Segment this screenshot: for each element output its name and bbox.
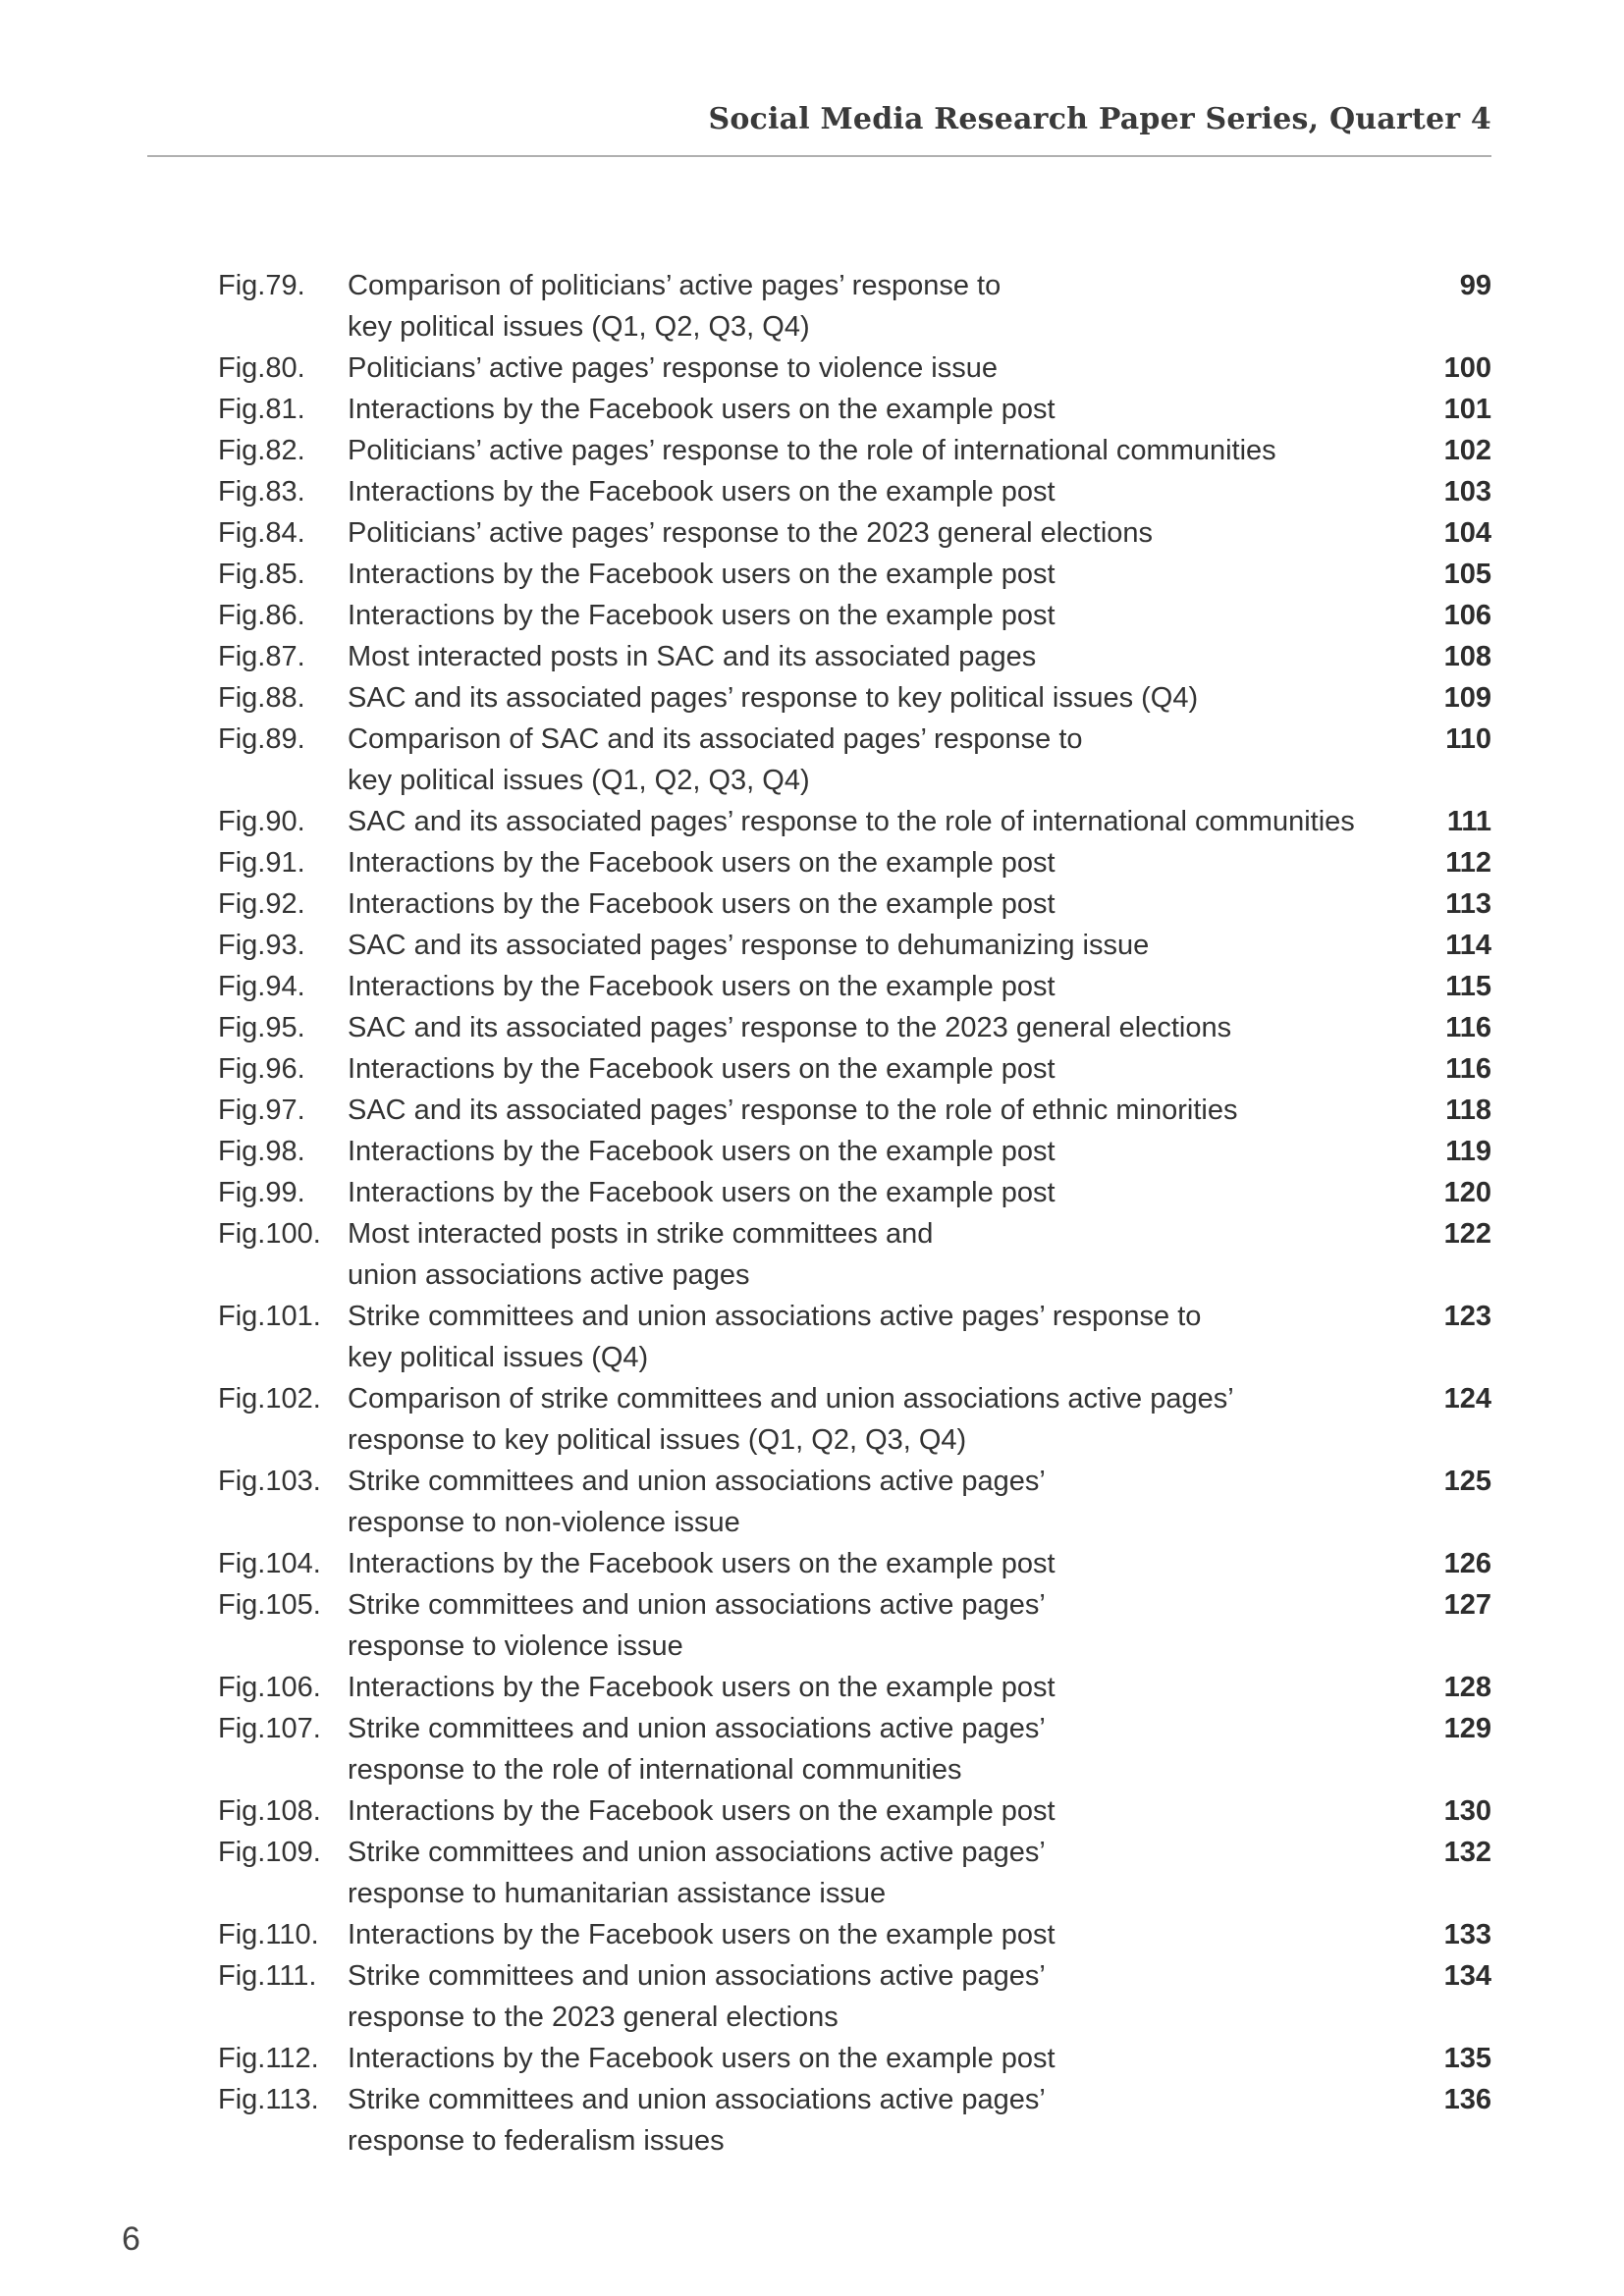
- toc-entry[interactable]: [218, 1172, 1491, 1213]
- figure-number: Fig.85.: [218, 559, 305, 590]
- figure-page-number: 129: [1443, 1713, 1491, 1744]
- figure-title-line: Interactions by the Facebook users on the example post: [348, 888, 1056, 920]
- figure-page-number: 119: [1445, 1136, 1491, 1167]
- figure-title-line: response to humanitarian assistance issue: [348, 1878, 887, 1909]
- figure-page-number: 103: [1443, 476, 1491, 507]
- figure-number: Fig.106.: [218, 1672, 321, 1703]
- figure-title: [348, 1584, 1383, 1667]
- toc-entry[interactable]: [218, 1378, 1491, 1461]
- toc-entry[interactable]: [218, 1296, 1491, 1378]
- toc-entry[interactable]: [218, 1708, 1491, 1790]
- figure-page-number: 118: [1445, 1095, 1491, 1126]
- figure-title-line: key political issues (Q1, Q2, Q3, Q4): [348, 765, 810, 796]
- figure-title: [348, 1296, 1383, 1378]
- figure-number: Fig.102.: [218, 1383, 321, 1415]
- figure-title-line: response to non-violence issue: [348, 1507, 740, 1538]
- figure-title: [348, 347, 1383, 389]
- figure-title-line: Comparison of strike committees and union associations active pages’: [348, 1383, 1234, 1415]
- toc-entry[interactable]: [218, 512, 1491, 554]
- figure-title: [348, 1708, 1383, 1790]
- figure-page-number: 135: [1443, 2043, 1491, 2074]
- figure-title-line: Interactions by the Facebook users on the example post: [348, 1795, 1056, 1827]
- figure-number: Fig.111.: [218, 1960, 317, 1992]
- figure-page-number: 120: [1443, 1177, 1491, 1208]
- figure-number: Fig.105.: [218, 1589, 321, 1621]
- figure-title-line: Strike committees and union associations active pages’: [348, 1837, 1046, 1868]
- figure-number: Fig.110.: [218, 1919, 319, 1950]
- toc-entry[interactable]: [218, 1007, 1491, 1048]
- header-divider: [147, 155, 1491, 157]
- figure-number: Fig.79.: [218, 270, 305, 301]
- figure-title: [348, 595, 1383, 636]
- figure-page-number: 116: [1445, 1053, 1491, 1085]
- figure-page-number: 100: [1443, 352, 1491, 384]
- figure-number: Fig.96.: [218, 1053, 305, 1085]
- toc-entry[interactable]: [218, 1790, 1491, 1832]
- figure-title: [348, 1832, 1383, 1914]
- figure-title: [348, 883, 1383, 925]
- figure-title-line: response to violence issue: [348, 1630, 683, 1662]
- figure-title-line: Strike committees and union associations active pages’: [348, 1960, 1046, 1992]
- figure-title: [348, 1131, 1383, 1172]
- running-header-title: Social Media Research Paper Series, Quarter 4: [708, 102, 1491, 136]
- figure-title: [348, 677, 1383, 719]
- page-number: 6: [122, 2220, 140, 2258]
- figure-title: [348, 2079, 1383, 2162]
- figure-number: Fig.112.: [218, 2043, 319, 2074]
- toc-entry[interactable]: [218, 2038, 1491, 2079]
- figure-page-number: 110: [1445, 723, 1491, 755]
- toc-entry[interactable]: [218, 801, 1491, 842]
- figure-number: Fig.84.: [218, 517, 305, 549]
- figure-title: [348, 719, 1383, 801]
- figure-number: Fig.81.: [218, 394, 305, 425]
- figure-title-line: response to the 2023 general elections: [348, 2002, 839, 2033]
- figure-number: Fig.113.: [218, 2084, 319, 2115]
- figure-page-number: 114: [1445, 930, 1491, 961]
- figure-number: Fig.97.: [218, 1095, 305, 1126]
- toc-entry[interactable]: [218, 1832, 1491, 1914]
- figure-title-line: Interactions by the Facebook users on the example post: [348, 1136, 1056, 1167]
- toc-entry[interactable]: [218, 430, 1491, 471]
- figure-number: Fig.93.: [218, 930, 305, 961]
- figure-page-number: 126: [1443, 1548, 1491, 1579]
- figure-title-line: Interactions by the Facebook users on the example post: [348, 1548, 1056, 1579]
- figure-title-line: SAC and its associated pages’ response to the role of international communities: [348, 806, 1355, 837]
- figure-number: Fig.87.: [218, 641, 305, 672]
- figure-title-line: key political issues (Q4): [348, 1342, 649, 1373]
- figure-page-number: 99: [1459, 270, 1491, 301]
- figure-number: Fig.101.: [218, 1301, 321, 1332]
- toc-entry[interactable]: [218, 389, 1491, 430]
- toc-entry[interactable]: [218, 554, 1491, 595]
- figure-number: Fig.107.: [218, 1713, 321, 1744]
- figure-title-line: Interactions by the Facebook users on the example post: [348, 1919, 1056, 1950]
- figure-page-number: 134: [1443, 1960, 1491, 1992]
- figure-title: [348, 1048, 1383, 1090]
- figure-title-line: Politicians’ active pages’ response to the 2023 general elections: [348, 517, 1154, 549]
- figure-title-line: Strike committees and union associations active pages’ response to: [348, 1301, 1202, 1332]
- figure-page-number: 108: [1443, 641, 1491, 672]
- figure-title: [348, 2038, 1383, 2079]
- toc-entry[interactable]: [218, 1048, 1491, 1090]
- figure-page-number: 109: [1443, 682, 1491, 714]
- figure-page-number: 124: [1443, 1383, 1491, 1415]
- figure-page-number: 130: [1443, 1795, 1491, 1827]
- figure-title-line: Comparison of SAC and its associated pages’ response to: [348, 723, 1083, 755]
- figure-title-line: Interactions by the Facebook users on the example post: [348, 476, 1056, 507]
- figure-title: [348, 1790, 1383, 1832]
- figure-title: [348, 1955, 1383, 2038]
- figure-title: [348, 265, 1383, 347]
- figure-number: Fig.95.: [218, 1012, 305, 1043]
- figure-title-line: Strike committees and union associations active pages’: [348, 1589, 1046, 1621]
- figure-title: [348, 554, 1383, 595]
- figure-title-line: Most interacted posts in strike committees and: [348, 1218, 934, 1250]
- toc-entry[interactable]: [218, 677, 1491, 719]
- figure-title-line: SAC and its associated pages’ response to dehumanizing issue: [348, 930, 1150, 961]
- figure-page-number: 116: [1445, 1012, 1491, 1043]
- toc-entry[interactable]: [218, 265, 1491, 347]
- figure-page-number: 112: [1445, 847, 1491, 879]
- figure-page-number: 102: [1443, 435, 1491, 466]
- figure-number: Fig.92.: [218, 888, 305, 920]
- figure-title-line: union associations active pages: [348, 1259, 750, 1291]
- figure-page-number: 104: [1443, 517, 1491, 549]
- figure-number: Fig.98.: [218, 1136, 305, 1167]
- figure-page-number: 125: [1443, 1466, 1491, 1497]
- figure-title: [348, 1213, 1383, 1296]
- figure-number: Fig.89.: [218, 723, 305, 755]
- figure-page-number: 101: [1443, 394, 1491, 425]
- figure-title: [348, 1461, 1383, 1543]
- figure-title-line: Politicians’ active pages’ response to the role of international communities: [348, 435, 1276, 466]
- toc-entry[interactable]: [218, 347, 1491, 389]
- figure-page-number: 136: [1443, 2084, 1491, 2115]
- figure-page-number: 113: [1445, 888, 1491, 920]
- figure-page-number: 128: [1443, 1672, 1491, 1703]
- figure-title-line: Interactions by the Facebook users on the example post: [348, 847, 1056, 879]
- figure-title-line: Interactions by the Facebook users on the example post: [348, 1053, 1056, 1085]
- figure-title-line: Interactions by the Facebook users on the example post: [348, 2043, 1056, 2074]
- figure-page-number: 111: [1446, 806, 1491, 837]
- figure-title: [348, 1007, 1383, 1048]
- figure-title-line: Interactions by the Facebook users on the example post: [348, 971, 1056, 1002]
- figure-title: [348, 430, 1383, 471]
- figure-page-number: 106: [1443, 600, 1491, 631]
- figure-title-line: Strike committees and union associations active pages’: [348, 2084, 1046, 2115]
- figure-page-number: 115: [1445, 971, 1491, 1002]
- figure-number: Fig.88.: [218, 682, 305, 714]
- figure-title-line: Strike committees and union associations active pages’: [348, 1713, 1046, 1744]
- figure-page-number: 133: [1443, 1919, 1491, 1950]
- figure-number: Fig.109.: [218, 1837, 321, 1868]
- figure-title-line: Strike committees and union associations active pages’: [348, 1466, 1046, 1497]
- figure-number: Fig.104.: [218, 1548, 321, 1579]
- figure-number: Fig.94.: [218, 971, 305, 1002]
- figure-title: [348, 389, 1383, 430]
- toc-entry[interactable]: [218, 595, 1491, 636]
- figure-title: [348, 1378, 1383, 1461]
- figure-title: [348, 1172, 1383, 1213]
- figure-number: Fig.86.: [218, 600, 305, 631]
- figure-title: [348, 925, 1383, 966]
- figure-title: [348, 842, 1383, 883]
- figure-title-line: Interactions by the Facebook users on the example post: [348, 559, 1056, 590]
- toc-entry[interactable]: [218, 1090, 1491, 1131]
- figure-number: Fig.108.: [218, 1795, 321, 1827]
- figure-title: [348, 966, 1383, 1007]
- figure-title-line: Most interacted posts in SAC and its associated pages: [348, 641, 1037, 672]
- figure-title: [348, 1090, 1383, 1131]
- toc-entry[interactable]: [218, 2079, 1491, 2162]
- figure-title-line: SAC and its associated pages’ response to the 2023 general elections: [348, 1012, 1232, 1043]
- toc-entry[interactable]: [218, 1131, 1491, 1172]
- figure-number: Fig.80.: [218, 352, 305, 384]
- figure-number: Fig.103.: [218, 1466, 321, 1497]
- figure-title: [348, 801, 1383, 842]
- toc-entry[interactable]: [218, 1584, 1491, 1667]
- figure-number: Fig.100.: [218, 1218, 321, 1250]
- figure-title-line: Interactions by the Facebook users on the example post: [348, 394, 1056, 425]
- figure-title-line: Interactions by the Facebook users on the example post: [348, 600, 1056, 631]
- toc-entry[interactable]: [218, 966, 1491, 1007]
- toc-entry[interactable]: [218, 1461, 1491, 1543]
- figure-number: Fig.90.: [218, 806, 305, 837]
- toc-entry[interactable]: [218, 842, 1491, 883]
- figure-title-line: key political issues (Q1, Q2, Q3, Q4): [348, 311, 810, 343]
- toc-entry[interactable]: [218, 1213, 1491, 1296]
- list-of-figures: [218, 265, 1491, 2162]
- figure-page-number: 123: [1443, 1301, 1491, 1332]
- figure-title-line: Interactions by the Facebook users on the example post: [348, 1672, 1056, 1703]
- figure-title: [348, 471, 1383, 512]
- figure-page-number: 122: [1443, 1218, 1491, 1250]
- figure-number: Fig.91.: [218, 847, 305, 879]
- figure-title-line: SAC and its associated pages’ response to the role of ethnic minorities: [348, 1095, 1238, 1126]
- figure-title: [348, 1543, 1383, 1584]
- figure-title: [348, 512, 1383, 554]
- toc-entry[interactable]: [218, 719, 1491, 801]
- figure-title: [348, 636, 1383, 677]
- toc-entry[interactable]: [218, 1914, 1491, 1955]
- figure-number: Fig.83.: [218, 476, 305, 507]
- figure-title-line: response to key political issues (Q1, Q2, Q3, Q4): [348, 1424, 967, 1456]
- toc-entry[interactable]: [218, 1543, 1491, 1584]
- figure-number: Fig.82.: [218, 435, 305, 466]
- figure-title: [348, 1914, 1383, 1955]
- figure-title-line: response to federalism issues: [348, 2125, 725, 2157]
- figure-title-line: Politicians’ active pages’ response to violence issue: [348, 352, 998, 384]
- toc-entry[interactable]: [218, 925, 1491, 966]
- figure-title-line: response to the role of international communities: [348, 1754, 962, 1786]
- figure-page-number: 105: [1443, 559, 1491, 590]
- figure-number: Fig.99.: [218, 1177, 305, 1208]
- figure-page-number: 127: [1443, 1589, 1491, 1621]
- figure-title-line: SAC and its associated pages’ response to key political issues (Q4): [348, 682, 1199, 714]
- figure-title: [348, 1667, 1383, 1708]
- figure-title-line: Comparison of politicians’ active pages’ response to: [348, 270, 1001, 301]
- toc-entry[interactable]: [218, 1955, 1491, 2038]
- toc-entry[interactable]: [218, 636, 1491, 677]
- toc-entry[interactable]: [218, 1667, 1491, 1708]
- toc-entry[interactable]: [218, 883, 1491, 925]
- toc-entry[interactable]: [218, 471, 1491, 512]
- figure-page-number: 132: [1443, 1837, 1491, 1868]
- figure-title-line: Interactions by the Facebook users on the example post: [348, 1177, 1056, 1208]
